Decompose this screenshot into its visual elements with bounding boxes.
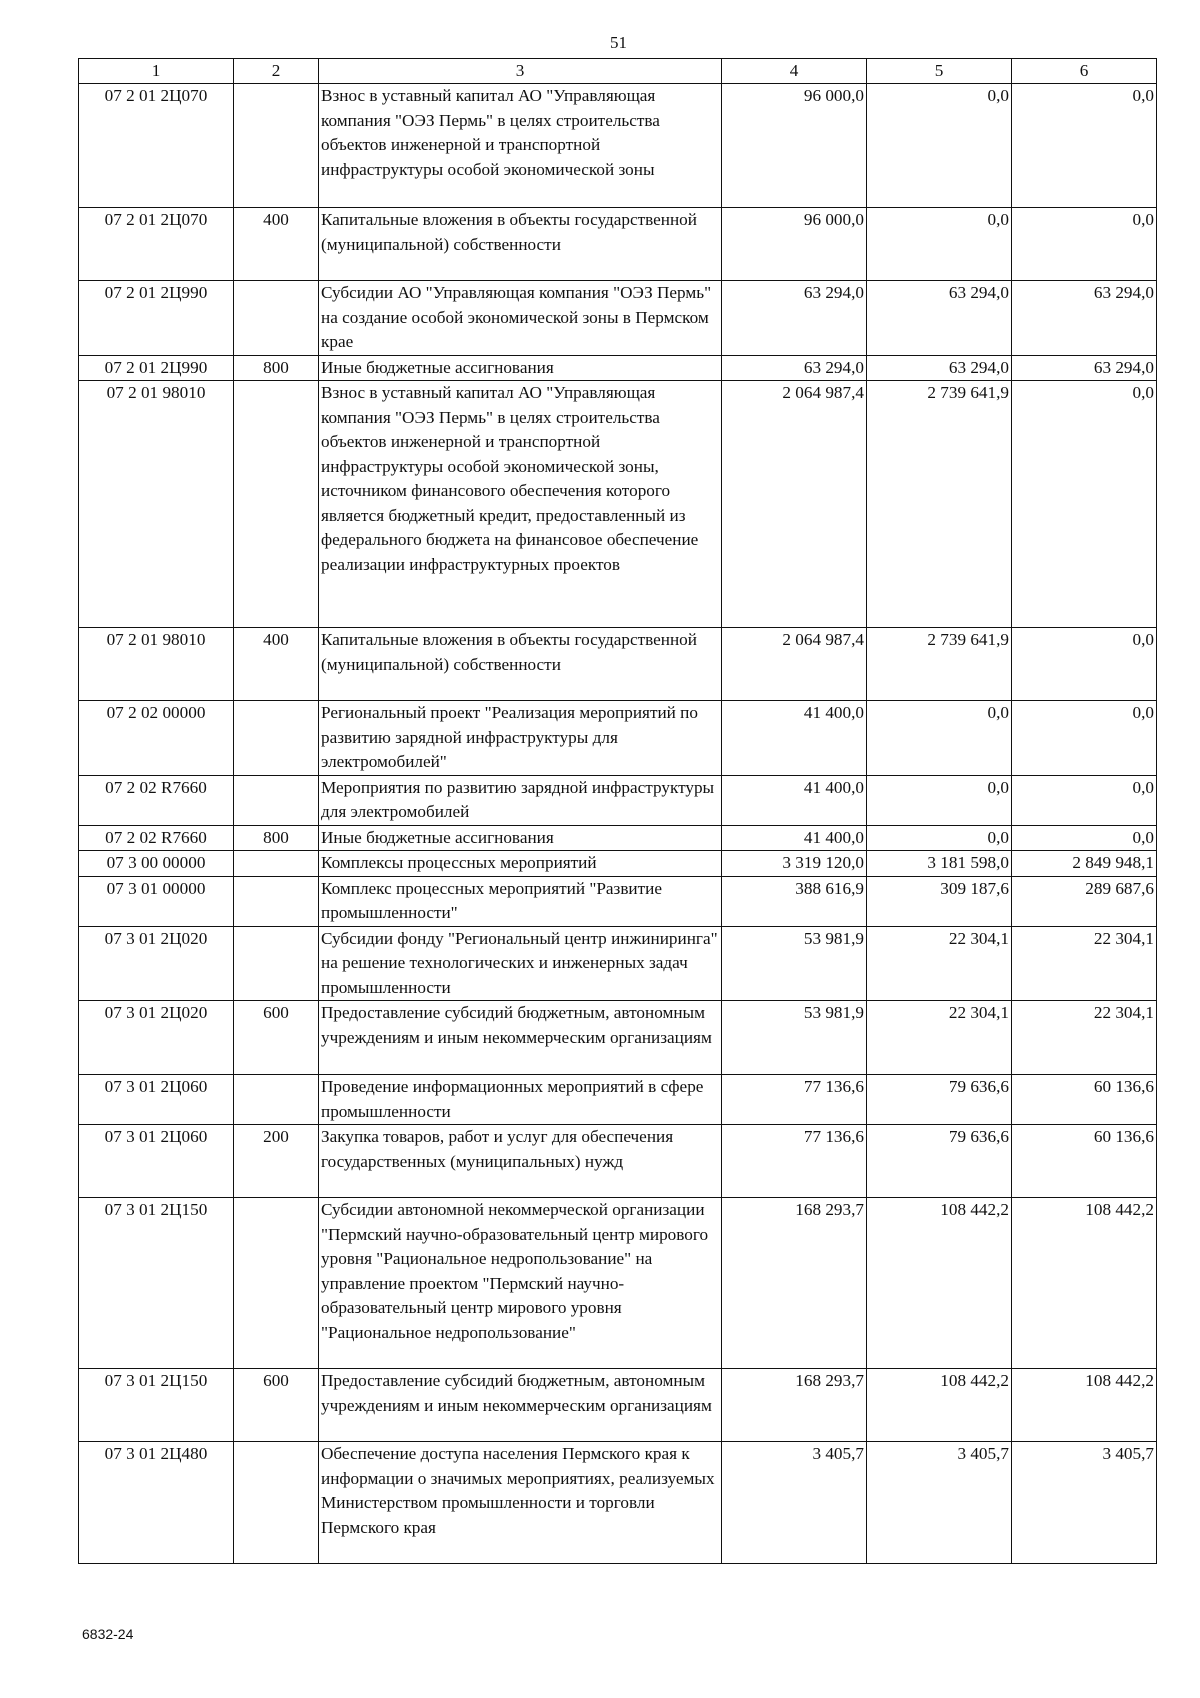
row-value-col6: 0,0 (1012, 701, 1157, 776)
row-value-col6: 0,0 (1012, 628, 1157, 701)
row-value-col5: 108 442,2 (867, 1198, 1012, 1369)
row-name: Проведение информационных мероприятий в сфере промышленности (319, 1075, 722, 1125)
row-code: 07 2 02 R7660 (79, 775, 234, 825)
row-code: 07 3 01 2Ц150 (79, 1369, 234, 1442)
row-value-col4: 2 064 987,4 (722, 381, 867, 628)
table-row (79, 926, 1157, 1001)
row-code: 07 3 01 2Ц060 (79, 1125, 234, 1198)
table-row (79, 1442, 1157, 1564)
table-row (79, 825, 1157, 851)
row-expense-type (234, 381, 319, 628)
row-name: Иные бюджетные ассигнования (319, 825, 722, 851)
document-id: 6832-24 (82, 1626, 134, 1642)
row-value-col6: 289 687,6 (1012, 876, 1157, 926)
row-value-col6: 0,0 (1012, 381, 1157, 628)
row-name: Взнос в уставный капитал АО "Управляющая компания "ОЭЗ Пермь" в целях строительства объектов инженерной и транспортной инфраструктуры особой экономической зоны (319, 84, 722, 208)
row-value-col5: 2 739 641,9 (867, 381, 1012, 628)
header-col-1: 1 (79, 59, 234, 84)
table-row (79, 1369, 1157, 1442)
table-row (79, 381, 1157, 628)
row-name: Субсидии автономной некоммерческой организации "Пермский научно-образовательный центр мирового уровня "Рациональное недропользование" на управление проектом "Пермский научно-образовательный центр мирового уровня "Рациональное недропользование" (319, 1198, 722, 1369)
table-row (79, 775, 1157, 825)
row-expense-type (234, 84, 319, 208)
table-row (79, 876, 1157, 926)
row-code: 07 2 01 2Ц070 (79, 84, 234, 208)
header-col-2: 2 (234, 59, 319, 84)
row-value-col6: 22 304,1 (1012, 1001, 1157, 1075)
row-name: Обеспечение доступа населения Пермского края к информации о значимых мероприятиях, реализуемых Министерством промышленности и торговли Пермского края (319, 1442, 722, 1564)
header-col-5: 5 (867, 59, 1012, 84)
row-value-col4: 168 293,7 (722, 1198, 867, 1369)
row-code: 07 2 02 R7660 (79, 825, 234, 851)
row-name: Капитальные вложения в объекты государственной (муниципальной) собственности (319, 208, 722, 281)
row-name: Предоставление субсидий бюджетным, автономным учреждениям и иным некоммерческим организациям (319, 1369, 722, 1442)
table-row (79, 851, 1157, 877)
row-name: Мероприятия по развитию зарядной инфраструктуры для электромобилей (319, 775, 722, 825)
row-value-col6: 2 849 948,1 (1012, 851, 1157, 877)
row-expense-type: 800 (234, 355, 319, 381)
row-expense-type (234, 1442, 319, 1564)
row-code: 07 2 01 98010 (79, 628, 234, 701)
row-expense-type (234, 876, 319, 926)
row-code: 07 3 01 2Ц020 (79, 1001, 234, 1075)
row-expense-type: 800 (234, 825, 319, 851)
row-value-col4: 388 616,9 (722, 876, 867, 926)
row-code: 07 2 02 00000 (79, 701, 234, 776)
row-value-col6: 63 294,0 (1012, 355, 1157, 381)
row-code: 07 3 01 2Ц060 (79, 1075, 234, 1125)
row-value-col4: 41 400,0 (722, 825, 867, 851)
row-value-col5: 0,0 (867, 775, 1012, 825)
row-name: Субсидии фонду "Региональный центр инжиниринга" на решение технологических и инженерных задач промышленности (319, 926, 722, 1001)
row-expense-type: 400 (234, 208, 319, 281)
budget-table (78, 58, 1157, 1564)
row-expense-type (234, 1075, 319, 1125)
header-col-4: 4 (722, 59, 867, 84)
row-name: Закупка товаров, работ и услуг для обеспечения государственных (муниципальных) нужд (319, 1125, 722, 1198)
row-code: 07 3 01 2Ц150 (79, 1198, 234, 1369)
row-value-col6: 63 294,0 (1012, 281, 1157, 356)
row-value-col6: 3 405,7 (1012, 1442, 1157, 1564)
row-name: Иные бюджетные ассигнования (319, 355, 722, 381)
table-header-row (79, 59, 1157, 84)
row-expense-type (234, 281, 319, 356)
row-name: Комплексы процессных мероприятий (319, 851, 722, 877)
row-value-col4: 41 400,0 (722, 775, 867, 825)
row-expense-type: 600 (234, 1001, 319, 1075)
row-expense-type (234, 775, 319, 825)
row-value-col5: 63 294,0 (867, 355, 1012, 381)
row-value-col5: 0,0 (867, 84, 1012, 208)
table-row (79, 628, 1157, 701)
table-row (79, 208, 1157, 281)
row-expense-type (234, 701, 319, 776)
row-value-col4: 77 136,6 (722, 1075, 867, 1125)
table-row (79, 701, 1157, 776)
row-code: 07 3 01 2Ц480 (79, 1442, 234, 1564)
row-code: 07 3 01 00000 (79, 876, 234, 926)
row-name: Предоставление субсидий бюджетным, автономным учреждениям и иным некоммерческим организациям (319, 1001, 722, 1075)
row-value-col6: 108 442,2 (1012, 1369, 1157, 1442)
header-col-6: 6 (1012, 59, 1157, 84)
row-expense-type (234, 1198, 319, 1369)
page-number: 51 (610, 33, 627, 52)
row-value-col4: 77 136,6 (722, 1125, 867, 1198)
row-value-col6: 22 304,1 (1012, 926, 1157, 1001)
row-value-col5: 3 181 598,0 (867, 851, 1012, 877)
row-value-col4: 63 294,0 (722, 281, 867, 356)
row-name: Региональный проект "Реализация мероприятий по развитию зарядной инфраструктуры для электромобилей" (319, 701, 722, 776)
row-value-col5: 2 739 641,9 (867, 628, 1012, 701)
row-value-col4: 41 400,0 (722, 701, 867, 776)
row-value-col6: 0,0 (1012, 84, 1157, 208)
row-expense-type (234, 851, 319, 877)
table-row (79, 1001, 1157, 1075)
row-value-col5: 0,0 (867, 701, 1012, 776)
row-value-col4: 2 064 987,4 (722, 628, 867, 701)
row-value-col4: 96 000,0 (722, 84, 867, 208)
row-value-col6: 0,0 (1012, 208, 1157, 281)
row-value-col4: 53 981,9 (722, 1001, 867, 1075)
row-name: Взнос в уставный капитал АО "Управляющая компания "ОЭЗ Пермь" в целях строительства объектов инженерной и транспортной инфраструктуры особой экономической зоны, источником финансового обеспечения которого является бюджетный кредит, предоставленный из федерального бюджета на финансовое обеспечение реализации инфраструктурных проектов (319, 381, 722, 628)
row-value-col5: 79 636,6 (867, 1075, 1012, 1125)
table-row (79, 355, 1157, 381)
header-col-3: 3 (319, 59, 722, 84)
table-row (79, 1075, 1157, 1125)
row-value-col5: 108 442,2 (867, 1369, 1012, 1442)
row-code: 07 2 01 2Ц990 (79, 281, 234, 356)
row-value-col4: 63 294,0 (722, 355, 867, 381)
table-row (79, 84, 1157, 208)
row-code: 07 2 01 2Ц990 (79, 355, 234, 381)
row-value-col5: 63 294,0 (867, 281, 1012, 356)
row-value-col5: 22 304,1 (867, 926, 1012, 1001)
row-code: 07 3 01 2Ц020 (79, 926, 234, 1001)
row-value-col6: 108 442,2 (1012, 1198, 1157, 1369)
table-row (79, 1198, 1157, 1369)
row-expense-type: 600 (234, 1369, 319, 1442)
row-code: 07 2 01 2Ц070 (79, 208, 234, 281)
row-expense-type (234, 926, 319, 1001)
row-code: 07 2 01 98010 (79, 381, 234, 628)
row-value-col5: 0,0 (867, 208, 1012, 281)
row-value-col4: 96 000,0 (722, 208, 867, 281)
table-row (79, 281, 1157, 356)
table-row (79, 1125, 1157, 1198)
row-value-col6: 0,0 (1012, 825, 1157, 851)
row-value-col6: 60 136,6 (1012, 1125, 1157, 1198)
row-value-col6: 60 136,6 (1012, 1075, 1157, 1125)
row-value-col5: 79 636,6 (867, 1125, 1012, 1198)
row-name: Капитальные вложения в объекты государственной (муниципальной) собственности (319, 628, 722, 701)
row-expense-type: 200 (234, 1125, 319, 1198)
row-value-col5: 309 187,6 (867, 876, 1012, 926)
row-expense-type: 400 (234, 628, 319, 701)
row-code: 07 3 00 00000 (79, 851, 234, 877)
row-name: Комплекс процессных мероприятий "Развитие промышленности" (319, 876, 722, 926)
row-name: Субсидии АО "Управляющая компания "ОЭЗ Пермь" на создание особой экономической зоны в Пермском крае (319, 281, 722, 356)
row-value-col5: 0,0 (867, 825, 1012, 851)
row-value-col5: 3 405,7 (867, 1442, 1012, 1564)
row-value-col4: 3 319 120,0 (722, 851, 867, 877)
row-value-col4: 3 405,7 (722, 1442, 867, 1564)
row-value-col4: 53 981,9 (722, 926, 867, 1001)
row-value-col5: 22 304,1 (867, 1001, 1012, 1075)
row-value-col6: 0,0 (1012, 775, 1157, 825)
row-value-col4: 168 293,7 (722, 1369, 867, 1442)
